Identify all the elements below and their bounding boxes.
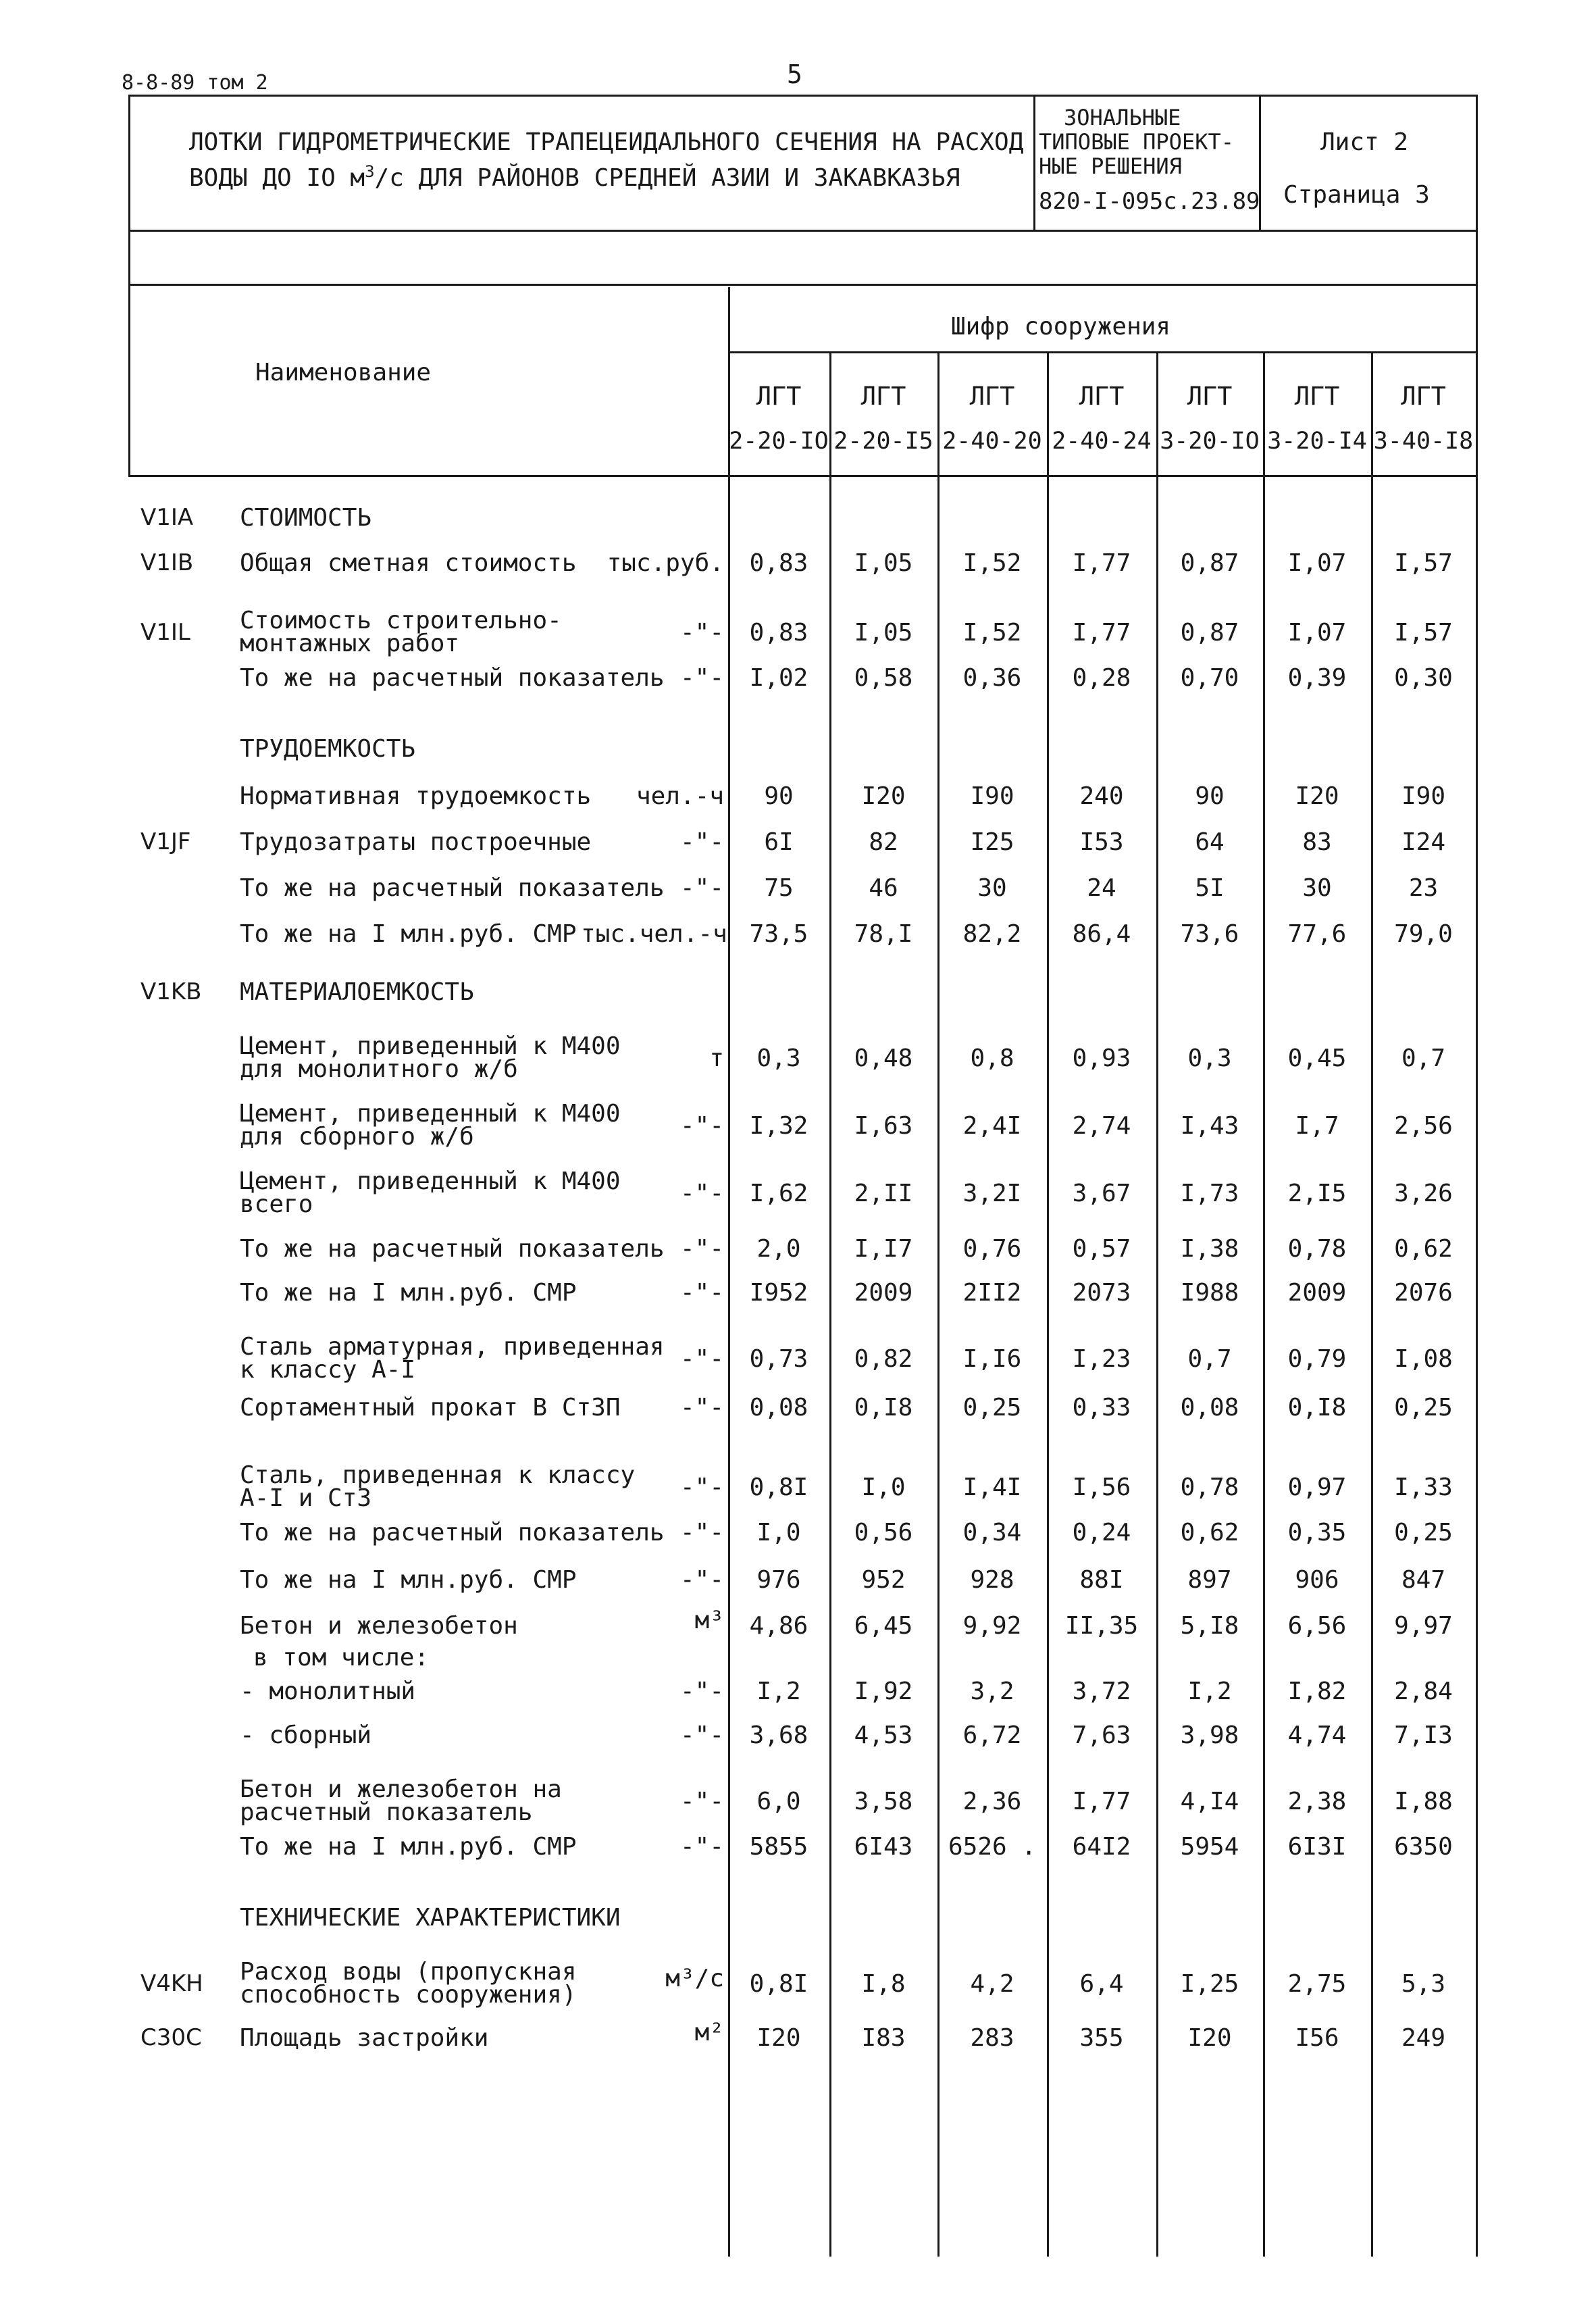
row-unit: -"- (679, 619, 724, 647)
row-label: для монолитного ж/б (240, 1055, 518, 1083)
table-cell-value: 3,72 (1072, 1678, 1131, 1705)
code-column-header: Шифр сооружения (951, 313, 1171, 341)
table-cell-value: I,23 (1072, 1345, 1131, 1373)
table-cell-value: 7,I3 (1394, 1721, 1453, 1749)
table-cell-value: 2,56 (1394, 1112, 1453, 1140)
column-header-series: ЛГТ (756, 382, 802, 411)
table-cell-value: I,05 (854, 619, 913, 647)
table-cell-value: 0,83 (749, 619, 808, 647)
table-cell-value: 75 (764, 874, 794, 902)
row-code: V1IL (140, 619, 190, 646)
table-cell-value: 73,5 (749, 920, 808, 948)
column-header-code: 2-20-IO (729, 428, 829, 455)
table-cell-value: 2,I5 (1287, 1180, 1347, 1207)
row-label: То же на расчетный показатель (240, 664, 665, 692)
row-unit: -"- (679, 1519, 724, 1546)
table-cell-value: 0,24 (1072, 1519, 1131, 1546)
row-unit: -"- (679, 1833, 724, 1861)
row-code: V1KB (140, 978, 202, 1005)
table-cell-value: I20 (1295, 782, 1339, 810)
table-cell-value: 0,45 (1287, 1045, 1347, 1072)
table-cell-value: I,92 (854, 1678, 913, 1705)
table-cell-value: 2009 (1287, 1279, 1347, 1307)
table-cell-value: I,63 (854, 1112, 913, 1140)
table-cell-value: I,4I (962, 1474, 1022, 1501)
table-cell-value: I83 (861, 2024, 906, 2052)
table-cell-value: 0,82 (854, 1345, 913, 1373)
table-cell-value: I25 (970, 828, 1014, 856)
table-cell-value: I90 (970, 782, 1014, 810)
table-cell-value: I,08 (1394, 1345, 1453, 1373)
row-label: для сборного ж/б (240, 1123, 474, 1151)
table-cell-value: I,43 (1180, 1112, 1239, 1140)
table-cell-value: I952 (749, 1279, 808, 1307)
table-cell-value: I,82 (1287, 1678, 1347, 1705)
table-cell-value: I53 (1079, 828, 1124, 856)
table-cell-value: 0,56 (854, 1519, 913, 1546)
table-cell-value: 0,87 (1180, 619, 1239, 647)
table-cell-value: 90 (764, 782, 794, 810)
table-cell-value: I,52 (962, 549, 1022, 577)
column-header-code: 3-20-IO (1160, 428, 1260, 455)
title-block-left-border (128, 95, 130, 230)
table-cell-value: I,25 (1180, 1970, 1239, 1998)
table-cell-value: 5954 (1180, 1833, 1239, 1861)
table-cell-value: 0,8I (749, 1474, 808, 1501)
doc-reference: 8-8-89 том 2 (122, 71, 268, 95)
table-cell-value: 3,2I (962, 1180, 1022, 1207)
title-block-divider-1 (1033, 95, 1035, 230)
table-cell-value: I,I7 (854, 1235, 913, 1263)
table-cell-value: 64 (1195, 828, 1225, 856)
table-cell-value: 9,92 (962, 1612, 1022, 1640)
table-cell-value: 0,34 (962, 1519, 1022, 1546)
table-cell-value: 5,I8 (1180, 1612, 1239, 1640)
row-unit: -"- (679, 1345, 724, 1373)
table-cell-value: II,35 (1064, 1612, 1139, 1640)
table-header-bottom-border (128, 475, 1478, 477)
row-label: СТОИМОСТЬ (240, 504, 372, 532)
row-label: в том числе: (253, 1644, 430, 1671)
table-cell-value: 30 (977, 874, 1007, 902)
table-cell-value: 2,36 (962, 1788, 1022, 1815)
table-cell-value: 0,73 (749, 1345, 808, 1373)
row-label: ТРУДОЕМКОСТЬ (240, 735, 416, 763)
table-cell-value: 4,2 (970, 1970, 1014, 1998)
table-cell-value: 0,I8 (1287, 1394, 1347, 1422)
table-cell-value: 0,28 (1072, 664, 1131, 692)
table-cell-value: 0,79 (1287, 1345, 1347, 1373)
title-block-right-border (1476, 95, 1478, 230)
table-cell-value: 6,0 (756, 1788, 801, 1815)
row-label: То же на I млн.руб. СМР (240, 1833, 577, 1861)
table-cell-value: 0,25 (1394, 1394, 1453, 1422)
row-label: расчетный показатель (240, 1799, 533, 1826)
row-unit: -"- (679, 664, 724, 692)
table-cell-value: I,05 (854, 549, 913, 577)
row-unit: -"- (679, 1180, 724, 1207)
table-cell-value: 355 (1079, 2024, 1124, 2052)
row-label: То же на I млн.руб. СМР (240, 1566, 577, 1594)
table-cell-value: 6,72 (962, 1721, 1022, 1749)
title-block-bottom-border (128, 230, 1478, 232)
zonal-label-line3: НЫЕ РЕШЕНИЯ (1039, 153, 1182, 179)
page-label: Страница 3 (1283, 181, 1430, 209)
zonal-project-code: 820-I-095с.23.89 (1039, 188, 1260, 215)
table-cell-value: 3,58 (854, 1788, 913, 1815)
table-cell-value: 0,78 (1180, 1474, 1239, 1501)
table-cell-value: 906 (1295, 1566, 1339, 1594)
row-label: Цемент, приведенный к М400 (240, 1100, 621, 1128)
table-cell-value: I,0 (861, 1474, 906, 1501)
table-cell-value: 0,97 (1287, 1474, 1347, 1501)
table-cell-value: 5I (1195, 874, 1225, 902)
row-label: То же на расчетный показатель (240, 874, 665, 902)
table-cell-value: 82,2 (962, 920, 1022, 948)
table-cell-value: 88I (1079, 1566, 1124, 1594)
row-label: Площадь застройки (240, 2024, 489, 2052)
table-cell-value: 0,33 (1072, 1394, 1131, 1422)
table-cell-value: 928 (970, 1566, 1014, 1594)
table-cell-value: 86,4 (1072, 920, 1131, 948)
row-label: к классу А-I (240, 1356, 416, 1384)
row-label: Нормативная трудоемкость (240, 782, 592, 810)
row-unit: -"- (679, 1474, 724, 1501)
table-cell-value: I20 (756, 2024, 801, 2052)
document-title-line1: ЛОТКИ ГИДРОМЕТРИЧЕСКИЕ ТРАПЕЦЕИДАЛЬНОГО СЕЧЕНИЯ НА РАСХОД (189, 128, 1024, 156)
row-label: монтажных работ (240, 630, 460, 657)
row-label: А-I и СтЗ (240, 1484, 372, 1512)
table-cell-value: 78,I (854, 920, 913, 948)
table-cell-value: I,88 (1394, 1788, 1453, 1815)
row-unit: -"- (679, 1394, 724, 1422)
row-code: V1IA (140, 504, 194, 531)
table-cell-value: 77,6 (1287, 920, 1347, 948)
name-column-header: Наименование (255, 359, 432, 386)
table-top-border (128, 284, 1478, 286)
title-block-top-border (128, 95, 1478, 97)
table-cell-value: 9,97 (1394, 1612, 1453, 1640)
table-cell-value: 0,3 (756, 1045, 801, 1072)
table-cell-value: 6526 . (948, 1833, 1037, 1861)
table-cell-value: 0,3 (1187, 1045, 1232, 1072)
table-cell-value: 3,67 (1072, 1180, 1131, 1207)
row-code: V1JF (140, 828, 191, 855)
table-cell-value: 7,63 (1072, 1721, 1131, 1749)
column-header-series: ЛГТ (1187, 382, 1233, 411)
row-unit: -"- (679, 1788, 724, 1815)
column-header-series: ЛГТ (860, 382, 906, 411)
table-cell-value: 3,68 (749, 1721, 808, 1749)
column-header-code: 2-20-I5 (833, 428, 933, 455)
table-cell-value: I,56 (1072, 1474, 1131, 1501)
table-cell-value: 4,86 (749, 1612, 808, 1640)
table-cell-value: 2076 (1394, 1279, 1453, 1307)
table-cell-value: 2,4I (962, 1112, 1022, 1140)
table-cell-value: 847 (1401, 1566, 1446, 1594)
row-label: То же на I млн.руб. СМР (240, 1279, 577, 1307)
row-unit: тыс.руб. (607, 549, 724, 577)
row-unit: м³/с (665, 1965, 724, 1992)
table-cell-value: 82 (869, 828, 898, 856)
table-cell-value: 4,74 (1287, 1721, 1347, 1749)
table-cell-value: I20 (861, 782, 906, 810)
table-cell-value: I,33 (1394, 1474, 1453, 1501)
table-cell-value: 0,35 (1287, 1519, 1347, 1546)
table-cell-value: I,8 (861, 1970, 906, 1998)
table-cell-value: I,77 (1072, 1788, 1131, 1815)
table-cell-value: I,32 (749, 1112, 808, 1140)
table-cell-value: I,38 (1180, 1235, 1239, 1263)
document-title-line2: ВОДЫ ДО IO $м^3/с$ ДЛЯ РАЙОНОВ СРЕДНЕЙ АЗИИ И ЗАКАВКАЗЬЯ (189, 162, 960, 192)
table-cell-value: I,77 (1072, 619, 1131, 647)
table-cell-value: 6350 (1394, 1833, 1453, 1861)
table-cell-value: 73,6 (1180, 920, 1239, 948)
table-cell-value: 23 (1408, 874, 1439, 902)
row-unit: -"- (679, 828, 724, 856)
table-cell-value: 897 (1187, 1566, 1232, 1594)
row-label: То же на I млн.руб. СМР (240, 920, 577, 948)
table-cell-value: I,62 (749, 1180, 808, 1207)
row-label: МАТЕРИАЛОЕМКОСТЬ (240, 978, 474, 1006)
table-cell-value: 2,II (854, 1180, 913, 1207)
table-cell-value: 952 (861, 1566, 906, 1594)
table-cell-value: 90 (1195, 782, 1225, 810)
row-label: То же на расчетный показатель (240, 1519, 665, 1546)
table-cell-value: 0,30 (1394, 664, 1453, 692)
row-code: V4KH (140, 1970, 203, 1997)
row-label: Бетон и железобетон (240, 1612, 518, 1640)
table-cell-value: 2,38 (1287, 1788, 1347, 1815)
row-unit: -"- (679, 1678, 724, 1705)
table-cell-value: 240 (1079, 782, 1124, 810)
table-cell-value: 0,08 (1180, 1394, 1239, 1422)
row-label: Бетон и железобетон на (240, 1776, 562, 1803)
table-cell-value: I,57 (1394, 549, 1453, 577)
table-cell-value: 0,58 (854, 664, 913, 692)
table-cell-value: 3,98 (1180, 1721, 1239, 1749)
table-cell-value: 46 (869, 874, 898, 902)
table-cell-value: I,07 (1287, 619, 1347, 647)
table-cell-value: 0,7 (1187, 1345, 1232, 1373)
row-unit: -"- (679, 1721, 724, 1749)
table-cell-value: 5855 (749, 1833, 808, 1861)
row-code: C30C (140, 2024, 202, 2051)
table-cell-value: I24 (1401, 828, 1446, 856)
table-cell-value: 0,7 (1401, 1045, 1446, 1072)
zonal-label-line1: ЗОНАЛЬНЫЕ (1064, 105, 1181, 130)
table-cell-value: I,0 (756, 1519, 801, 1546)
row-unit: т (709, 1045, 724, 1072)
table-cell-value: 64I2 (1072, 1833, 1131, 1861)
table-cell-value: 2II2 (962, 1279, 1022, 1307)
table-right-border (1476, 230, 1478, 2257)
column-header-series: ЛГТ (969, 382, 1015, 411)
table-cell-value: 6I3I (1287, 1833, 1347, 1861)
column-header-series: ЛГТ (1079, 382, 1125, 411)
table-cell-value: 0,36 (962, 664, 1022, 692)
table-cell-value: 3,2 (970, 1678, 1014, 1705)
row-unit: -"- (679, 1566, 724, 1594)
row-unit: -"- (679, 1235, 724, 1263)
name-column-right-border (728, 287, 730, 2257)
table-cell-value: 0,39 (1287, 664, 1347, 692)
table-cell-value: 0,83 (749, 549, 808, 577)
column-header-code: 3-20-I4 (1267, 428, 1367, 455)
table-cell-value: 0,93 (1072, 1045, 1131, 1072)
table-cell-value: 2,84 (1394, 1678, 1453, 1705)
table-cell-value: 0,48 (854, 1045, 913, 1072)
table-cell-value: I90 (1401, 782, 1446, 810)
table-cell-value: 6,56 (1287, 1612, 1347, 1640)
table-cell-value: 2,75 (1287, 1970, 1347, 1998)
table-cell-value: I,I6 (962, 1345, 1022, 1373)
row-unit: м³ (694, 1607, 724, 1634)
table-cell-value: 0,08 (749, 1394, 808, 1422)
table-cell-value: 5,3 (1401, 1970, 1446, 1998)
table-cell-value: 0,62 (1394, 1235, 1453, 1263)
row-label: всего (240, 1190, 313, 1218)
table-cell-value: 6,4 (1079, 1970, 1124, 1998)
table-cell-value: 249 (1401, 2024, 1446, 2052)
row-label: способность сооружения) (240, 1981, 577, 2009)
table-left-border (128, 230, 130, 476)
column-header-code: 2-40-20 (942, 428, 1042, 455)
table-cell-value: I,07 (1287, 549, 1347, 577)
row-label: Цемент, приведенный к М400 (240, 1032, 621, 1060)
row-label: Сталь, приведенная к классу (240, 1461, 636, 1489)
row-label: Сталь арматурная, приведенная (240, 1333, 665, 1361)
sheet-number: Лист 2 (1320, 128, 1409, 156)
table-cell-value: I20 (1187, 2024, 1232, 2052)
table-cell-value: 0,62 (1180, 1519, 1239, 1546)
table-cell-value: 0,87 (1180, 549, 1239, 577)
table-cell-value: I,2 (756, 1678, 801, 1705)
table-cell-value: I,7 (1295, 1112, 1339, 1140)
table-cell-value: I988 (1180, 1279, 1239, 1307)
table-cell-value: I,02 (749, 664, 808, 692)
column-header-series: ЛГТ (1401, 382, 1446, 411)
table-cell-value: 3,26 (1394, 1180, 1453, 1207)
table-cell-value: 976 (756, 1566, 801, 1594)
row-label: Сортаментный прокат В СтЗП (240, 1394, 621, 1422)
table-cell-value: 283 (970, 2024, 1014, 2052)
row-label: - монолитный (240, 1678, 416, 1705)
table-cell-value: I,2 (1187, 1678, 1232, 1705)
row-unit: -"- (679, 874, 724, 902)
table-cell-value: 24 (1087, 874, 1116, 902)
table-cell-value: 0,25 (1394, 1519, 1453, 1546)
table-cell-value: 2,74 (1072, 1112, 1131, 1140)
table-cell-value: 79,0 (1394, 920, 1453, 948)
column-header-series: ЛГТ (1294, 382, 1340, 411)
zonal-label-line2: ТИПОВЫЕ ПРОЕКТ- (1039, 129, 1234, 155)
table-cell-value: 83 (1302, 828, 1332, 856)
table-cell-value: 0,70 (1180, 664, 1239, 692)
row-label: ТЕХНИЧЕСКИЕ ХАРАКТЕРИСТИКИ (240, 1904, 621, 1932)
table-cell-value: I,73 (1180, 1180, 1239, 1207)
row-unit: -"- (679, 1112, 724, 1140)
row-unit: м² (694, 2019, 724, 2046)
table-cell-value: 6I (764, 828, 794, 856)
table-cell-value: 6,45 (854, 1612, 913, 1640)
row-unit: -"- (679, 1279, 724, 1307)
table-cell-value: 0,76 (962, 1235, 1022, 1263)
row-label: Цемент, приведенный к М400 (240, 1167, 621, 1195)
table-cell-value: 2073 (1072, 1279, 1131, 1307)
table-cell-value: 6I43 (854, 1833, 913, 1861)
page-number: 5 (787, 59, 802, 89)
row-unit: чел.-ч (636, 782, 724, 810)
table-cell-value: 0,25 (962, 1394, 1022, 1422)
row-label: То же на расчетный показатель (240, 1235, 665, 1263)
table-cell-value: 0,78 (1287, 1235, 1347, 1263)
table-cell-value: I,77 (1072, 549, 1131, 577)
column-header-code: 2-40-24 (1052, 428, 1152, 455)
column-header-code: 3-40-I8 (1373, 428, 1474, 455)
table-cell-value: I,57 (1394, 619, 1453, 647)
code-header-bottom-border (728, 351, 1478, 353)
row-label: Стоимость строительно- (240, 607, 562, 634)
table-cell-value: 4,53 (854, 1721, 913, 1749)
table-cell-value: 2009 (854, 1279, 913, 1307)
table-cell-value: 30 (1302, 874, 1332, 902)
table-cell-value: 0,8I (749, 1970, 808, 1998)
table-cell-value: I56 (1295, 2024, 1339, 2052)
table-cell-value: I,52 (962, 619, 1022, 647)
row-label: - сборный (240, 1721, 372, 1749)
table-cell-value: 0,57 (1072, 1235, 1131, 1263)
table-cell-value: 0,8 (970, 1045, 1014, 1072)
table-cell-value: 0,I8 (854, 1394, 913, 1422)
table-cell-value: 4,I4 (1180, 1788, 1239, 1815)
row-code: V1IB (140, 549, 194, 576)
row-unit: тыс.чел.-ч (581, 920, 727, 948)
row-label: Расход воды (пропускная (240, 1958, 577, 1986)
table-cell-value: 2,0 (756, 1235, 801, 1263)
row-label: Общая сметная стоимость (240, 549, 577, 577)
row-label: Трудозатраты построечные (240, 828, 592, 856)
